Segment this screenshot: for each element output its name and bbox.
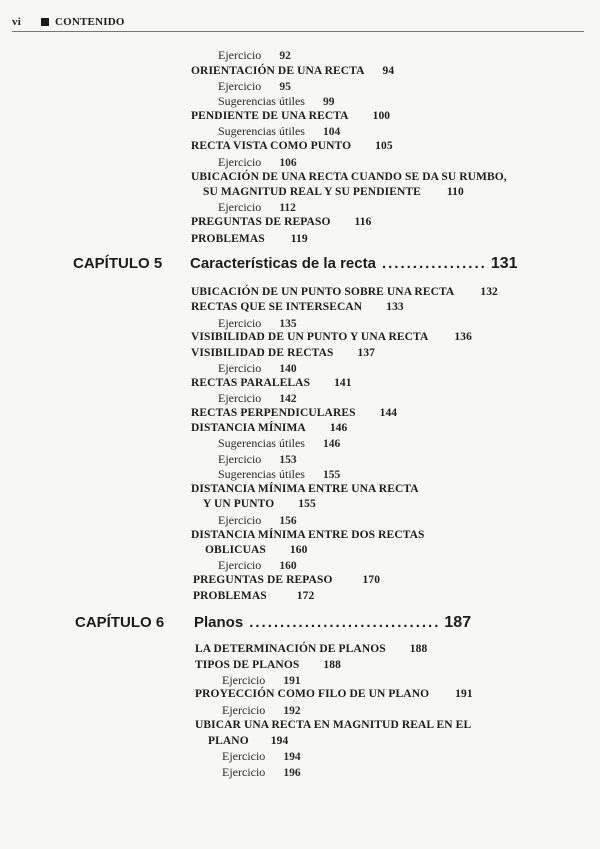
toc-entry-page: 112	[279, 202, 296, 214]
toc-entry-page: 146	[322, 438, 341, 450]
toc-entry-rectas-perpendiculares	[191, 406, 397, 420]
toc-entry-problemas	[193, 589, 314, 603]
toc-entry-tipos-de-planos	[195, 658, 341, 672]
toc-entry-page: 192	[283, 705, 301, 717]
toc-entry-ejercicio	[222, 749, 301, 764]
toc-entry-page: 133	[386, 301, 404, 313]
toc-entry-page: 119	[290, 233, 308, 245]
toc-entry-page: 99	[322, 96, 335, 108]
toc-entry-page: 156	[279, 515, 297, 527]
toc-entry-ejercicio	[222, 703, 301, 718]
toc-entry-rectas-paralelas	[191, 376, 352, 390]
toc-entry-text: Ejercicio	[222, 765, 266, 779]
toc-entry-page: 110	[446, 186, 464, 198]
toc-entry-preguntas-de-repaso	[193, 573, 380, 587]
toc-entry-text: Ejercicio	[218, 558, 262, 572]
section-title: CONTENIDO	[54, 16, 125, 28]
toc-entry-ejercicio	[222, 673, 301, 688]
toc-entry-page: 160	[279, 560, 297, 572]
toc-entry-text: PREGUNTAS DE REPASO	[191, 216, 331, 228]
toc-entry-distancia-minima-entre-dos-rectas	[191, 528, 425, 542]
toc-entry-text: Ejercicio	[218, 452, 262, 466]
toc-entry-page: 104	[322, 126, 341, 138]
chapter-5-leader-dots: .................	[381, 255, 487, 272]
toc-entry-ejercicio	[218, 48, 291, 63]
toc-entry-text: Ejercicio	[218, 155, 262, 169]
toc-entry-text: Ejercicio	[222, 703, 266, 717]
toc-entry-visibilidad-de-un-punto-y-una-recta	[191, 330, 472, 344]
toc-entry-page: 137	[357, 347, 376, 359]
chapter-5-title: Características de la recta	[190, 255, 376, 272]
toc-entry-text: UBICACIÓN DE UNA RECTA CUANDO SE DA SU RUMBO,	[191, 171, 507, 183]
toc-entry-text: VISIBILIDAD DE UN PUNTO Y UNA RECTA	[191, 331, 429, 343]
chapter-6-title: Planos	[194, 614, 244, 631]
toc-entry-page: 172	[296, 590, 315, 602]
toc-entry-text: Ejercicio	[218, 200, 262, 214]
toc-entry-page: 105	[375, 140, 393, 152]
toc-entry-page: 144	[379, 407, 398, 419]
page-number: vi	[12, 16, 21, 28]
toc-entry-page: 155	[298, 498, 316, 510]
toc-entry-distancia-minima-entre-una-recta	[191, 482, 419, 496]
toc-entry-text: Ejercicio	[218, 391, 262, 405]
toc-entry-text: ORIENTACIÓN DE UNA RECTA	[191, 65, 365, 77]
toc-entry-text: PLANO	[208, 735, 249, 747]
toc-entry-page: 170	[362, 574, 381, 586]
toc-entry-distancia-minima	[191, 421, 347, 435]
toc-entry-text: Ejercicio	[222, 673, 266, 687]
toc-entry-oblicuas	[205, 543, 307, 557]
toc-entry-problemas	[191, 232, 308, 246]
toc-entry-text: RECTAS QUE SE INTERSECAN	[191, 301, 363, 313]
toc-entry-text: DISTANCIA MÍNIMA	[191, 422, 306, 434]
toc-entry-text: Sugerencias útiles	[218, 94, 305, 108]
toc-entry-text: DISTANCIA MÍNIMA ENTRE DOS RECTAS	[191, 529, 425, 541]
toc-entry-ubicacion-de-un-punto-sobre-una-recta	[191, 285, 498, 299]
toc-entry-page: 194	[283, 751, 301, 763]
chapter-6-title-row	[194, 614, 471, 632]
toc-entry-recta-vista-como-punto	[191, 139, 393, 153]
toc-entry-orientacion-de-una-recta	[191, 64, 394, 78]
toc-entry-text: PROBLEMAS	[191, 233, 265, 245]
toc-entry-page: 160	[289, 544, 308, 556]
toc-entry-text: PREGUNTAS DE REPASO	[193, 574, 333, 586]
chapter-6-leader-dots: ...............................	[249, 614, 441, 631]
toc-entry-ejercicio	[218, 316, 297, 331]
toc-entry-ejercicio	[218, 513, 297, 528]
toc-entry-ejercicio	[218, 79, 291, 94]
toc-entry-ejercicio	[218, 452, 297, 467]
toc-entry-ejercicio	[218, 200, 296, 215]
running-head	[12, 16, 584, 28]
toc-entry-la-determinacion-de-planos	[195, 642, 427, 656]
toc-entry-text: LA DETERMINACIÓN DE PLANOS	[195, 643, 386, 655]
toc-entry-page: 92	[279, 50, 291, 62]
toc-entry-sugerencias-utiles	[218, 94, 334, 109]
toc-entry-page: 136	[454, 331, 472, 343]
toc-entry-page: 135	[279, 318, 297, 330]
toc-entry-text: OBLICUAS	[205, 544, 266, 556]
toc-entry-page: 116	[354, 216, 372, 228]
toc-entry-page: 106	[279, 157, 297, 169]
toc-entry-text: PROYECCIÓN COMO FILO DE UN PLANO	[195, 688, 430, 700]
toc-entry-text: UBICACIÓN DE UN PUNTO SOBRE UNA RECTA	[191, 286, 455, 298]
toc-entry-ejercicio	[218, 155, 297, 170]
toc-entry-text: RECTAS PERPENDICULARES	[191, 407, 356, 419]
toc-entry-page: 155	[322, 469, 341, 481]
toc-entry-page: 188	[323, 659, 341, 671]
toc-entry-text: Ejercicio	[218, 361, 262, 375]
toc-entry-text: PENDIENTE DE UNA RECTA	[191, 110, 349, 122]
toc-entry-text: VISIBILIDAD DE RECTAS	[191, 347, 334, 359]
toc-entry-sugerencias-utiles	[218, 124, 340, 139]
toc-entry-ubicar-una-recta-en-magnitud-real-en-el	[195, 718, 471, 732]
toc-entry-page: 191	[283, 675, 301, 687]
toc-entry-y-un-punto	[203, 497, 316, 511]
toc-entry-page: 153	[279, 454, 297, 466]
toc-entry-text: Ejercicio	[222, 749, 266, 763]
toc-entry-text: SU MAGNITUD REAL Y SU PENDIENTE	[203, 186, 421, 198]
toc-entry-rectas-que-se-intersecan	[191, 300, 404, 314]
toc-entry-page: 95	[279, 81, 291, 93]
toc-entry-ejercicio	[218, 391, 297, 406]
chapter-5-label: CAPÍTULO 5	[73, 255, 163, 272]
toc-entry-page: 100	[372, 110, 391, 122]
toc-entry-page: 142	[279, 393, 297, 405]
toc-entry-text: RECTAS PARALELAS	[191, 377, 311, 389]
chapter-6-page: 187	[444, 614, 472, 631]
toc-entry-text: Ejercicio	[218, 316, 262, 330]
toc-entry-text: PROBLEMAS	[193, 590, 267, 602]
toc-entry-ejercicio	[218, 558, 297, 573]
toc-entry-sugerencias-utiles	[218, 467, 340, 482]
toc-entry-text: Ejercicio	[218, 48, 262, 62]
header-rule	[12, 31, 584, 32]
toc-entry-text: UBICAR UNA RECTA EN MAGNITUD REAL EN EL	[195, 719, 472, 731]
toc-entry-sugerencias-utiles	[218, 436, 340, 451]
toc-entry-text: Y UN PUNTO	[203, 498, 275, 510]
toc-entry-page: 132	[480, 286, 498, 298]
toc-entry-preguntas-de-repaso	[191, 215, 371, 229]
toc-entry-ejercicio	[222, 765, 301, 780]
toc-entry-text: TIPOS DE PLANOS	[195, 659, 300, 671]
toc-entry-pendiente-de-una-recta	[191, 109, 390, 123]
toc-entry-plano	[208, 734, 288, 748]
toc-entry-page: 188	[409, 643, 428, 655]
toc-entry-su-magnitud-real-y-su-pendiente	[203, 185, 464, 199]
chapter-5-title-row	[190, 255, 518, 273]
toc-entry-page: 140	[279, 363, 297, 375]
toc-entry-page: 196	[283, 767, 301, 779]
toc-entry-page: 94	[382, 65, 395, 77]
toc-entry-text: Sugerencias útiles	[218, 436, 305, 450]
toc-entry-text: Sugerencias útiles	[218, 124, 305, 138]
chapter-6-label: CAPÍTULO 6	[75, 614, 165, 631]
toc-entry-text: Ejercicio	[218, 79, 262, 93]
toc-entry-page: 146	[329, 422, 348, 434]
toc-entry-page: 194	[270, 735, 289, 747]
toc-entry-text: Ejercicio	[218, 513, 262, 527]
toc-entry-visibilidad-de-rectas	[191, 346, 375, 360]
toc-entry-ejercicio	[218, 361, 297, 376]
toc-entry-proyeccion-como-filo-de-un-plano	[195, 687, 473, 701]
toc-entry-text: RECTA VISTA COMO PUNTO	[191, 140, 352, 152]
toc-entry-page: 141	[334, 377, 352, 389]
square-bullet-icon	[41, 18, 49, 26]
chapter-5-page: 131	[490, 255, 518, 272]
toc-entry-text: Sugerencias útiles	[218, 467, 305, 481]
toc-entry-page: 191	[455, 688, 473, 700]
toc-entry-text: DISTANCIA MÍNIMA ENTRE UNA RECTA	[191, 483, 419, 495]
toc-entry-ubicacion-de-una-recta-cuando-se-da-su-rumbo	[191, 170, 507, 184]
